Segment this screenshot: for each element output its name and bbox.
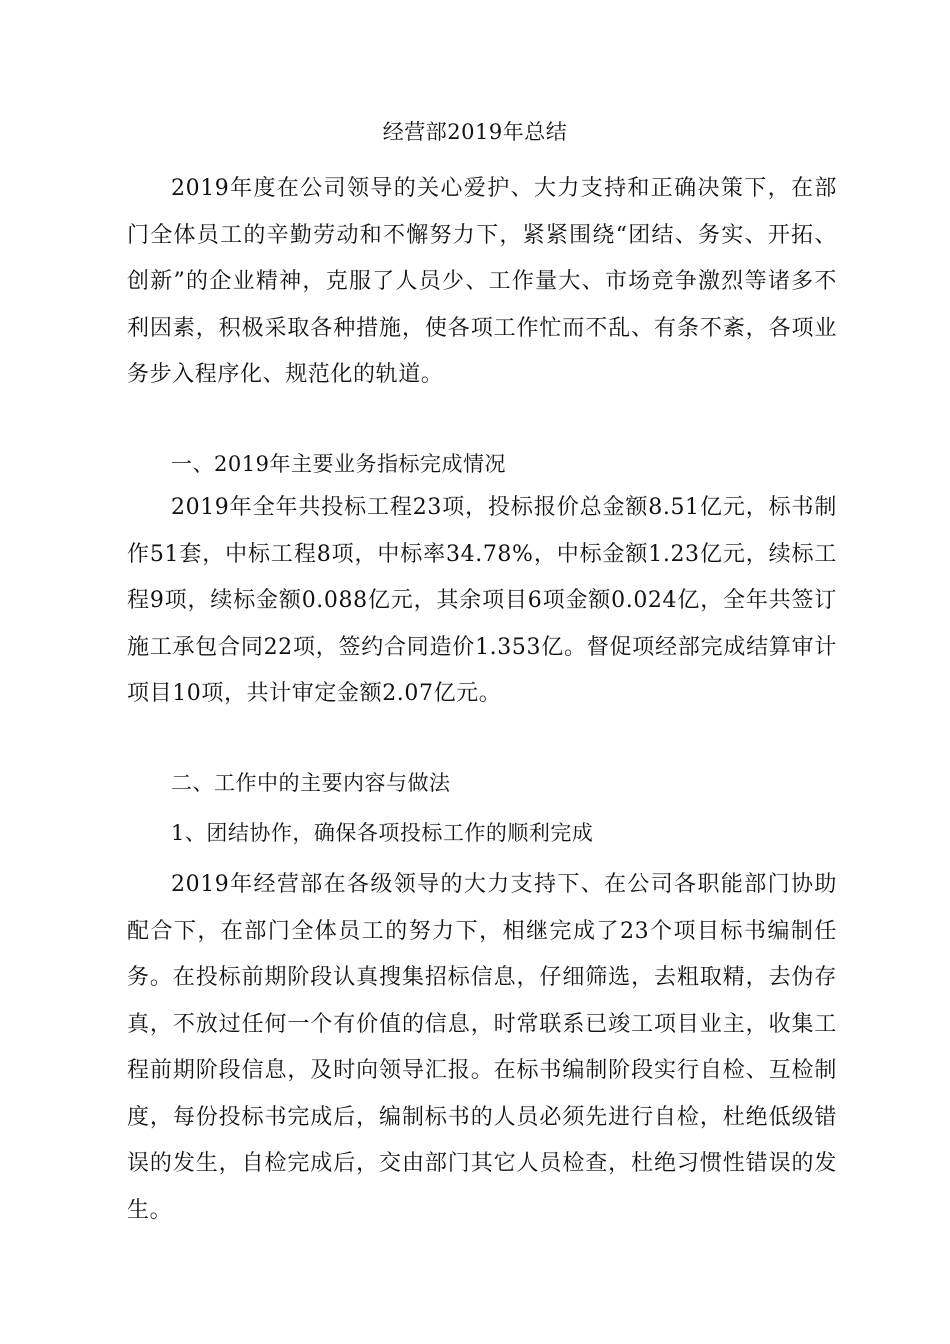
intro-paragraph: 2019年度在公司领导的关心爱护、大力支持和正确决策下，在部门全体员工的辛勤劳动和不懈努力下，紧紧围绕“团结、务实、开拓、创新”的企业精神，克服了人员少、工作量大、市场竞争激烈等诸多不利因素，积极采取各种措施，使各项工作忙而不乱、有条不紊，各项业务步入程序化、规范化的轨道。: [127, 176, 837, 387]
section-heading-1: 一、2019年主要业务指标完成情况: [171, 452, 506, 476]
subsection-2-1-paragraph: 2019年经营部在各级领导的大力支持下、在公司各职能部门协助配合下，在部门全体员工的努力下，相继完成了23个项目标书编制任务。在投标前期阶段认真搜集招标信息，仔细筛选，去粗取精，去伪存真，不放过任何一个有价值的信息，时常联系已竣工项目业主，收集工程前期阶段信息，及时向领导汇报。在标书编制阶段实行自检、互检制度，每份投标书完成后，编制标书的人员必须先进行自检，杜绝低级错误的发生，自检完成后，交由部门其它人员检查，杜绝习惯性错误的发生。: [127, 872, 837, 1223]
document-title: 经营部2019年总结: [382, 120, 568, 144]
section-heading-2: 二、工作中的主要内容与做法: [171, 771, 451, 795]
section-1-paragraph: 2019年全年共投标工程23项，投标报价总金额8.51亿元，标书制作51套，中标工程8项，中标率34.78%，中标金额1.23亿元，续标工程9项，续标金额0.088亿元，其余项目6项金额0.024亿，全年共签订施工承包合同22项，签约合同造价1.353亿。督促项经部完成结算审计项目10项，共计审定金额2.07亿元。: [127, 495, 837, 706]
subsection-heading-2-1: 1、团结协作，确保各项投标工作的顺利完成: [171, 821, 594, 845]
